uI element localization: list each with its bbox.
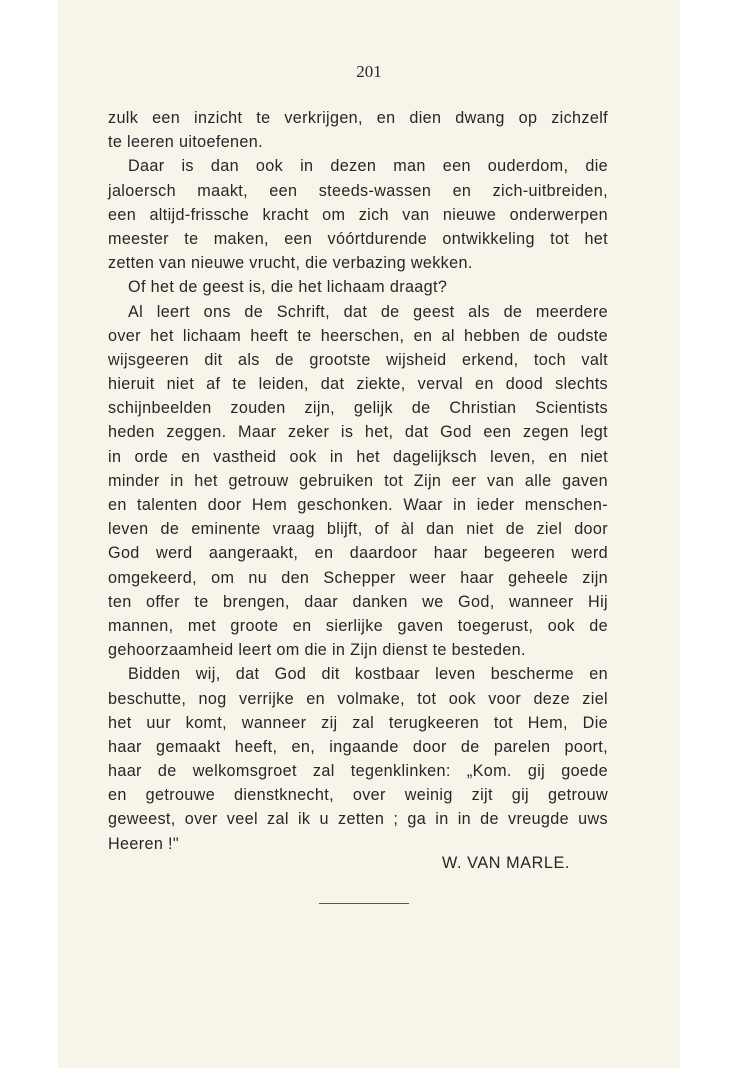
text-line: haar gemaakt heeft, en, ingaande door de parelen poort, xyxy=(108,737,608,756)
text-line: te leeren uitoefenen. xyxy=(108,133,263,152)
text-line: zulk een inzicht te verkrijgen, en dien dwang op zichzelf xyxy=(108,109,608,127)
text-line: mannen, met groote en sierlijke gaven toegerust, ook de xyxy=(108,616,608,635)
text-line: omgekeerd, om nu den Schepper weer haar geheele zijn xyxy=(108,568,608,587)
text-line: minder in het getrouw gebruiken tot Zijn eer van alle gaven xyxy=(108,471,608,490)
text-line: over het lichaam heeft te heerschen, en al hebben de oudste xyxy=(108,326,608,345)
text-line: beschutte, nog verrijke en volmake, tot ook voor deze ziel xyxy=(108,689,608,708)
text-line: in orde en vastheid ook in het dagelijksch leven, en niet xyxy=(108,447,608,466)
text-line: en talenten door Hem geschonken. Waar in ieder menschen- xyxy=(108,496,608,514)
body-text xyxy=(108,106,608,856)
text-line: leven de eminente vraag blijft, of àl dan niet de ziel door xyxy=(108,520,608,539)
text-line: Daar is dan ook in dezen man een ouderdom, die xyxy=(128,157,608,176)
text-line: geweest, over veel zal ik u zetten ; ga in in de vreugde uws xyxy=(108,810,608,829)
book-page xyxy=(58,0,680,1068)
end-rule-divider xyxy=(319,903,409,904)
text-line: meester te maken, een vóórtdurende ontwikkeling tot het xyxy=(108,229,608,248)
page-number: 201 xyxy=(356,62,382,81)
text-line: het uur komt, wanneer zij zal terugkeeren tot Hem, Die xyxy=(108,713,608,732)
text-line: Bidden wij, dat God dit kostbaar leven bescherme en xyxy=(128,665,608,684)
text-line: wijsgeeren dit als de grootste wijsheid erkend, toch valt xyxy=(108,350,608,369)
text-line: ten offer te brengen, daar danken we God, wanneer Hij xyxy=(108,592,608,611)
text-line: hieruit niet af te leiden, dat ziekte, verval en dood slechts xyxy=(108,375,608,394)
paragraph xyxy=(108,662,608,856)
text-line: Heeren !" xyxy=(108,834,179,853)
text-line: en getrouwe dienstknecht, over weinig zijt gij getrouw xyxy=(108,786,608,805)
paragraph xyxy=(108,300,608,663)
paragraph xyxy=(108,275,608,299)
paragraph xyxy=(108,106,608,154)
text-line: een altijd-frissche kracht om zich van nieuwe onderwerpen xyxy=(108,205,608,224)
author-signature: W. VAN MARLE. xyxy=(442,854,571,872)
text-line: heden zeggen. Maar zeker is het, dat God een zegen legt xyxy=(108,423,608,442)
text-line: schijnbeelden zouden zijn, gelijk de Christian Scientists xyxy=(108,399,608,418)
text-line: Al leert ons de Schrift, dat de geest als de meerdere xyxy=(128,302,608,321)
text-line: God werd aangeraakt, en daardoor haar begeeren werd xyxy=(108,544,608,563)
paragraph xyxy=(108,154,608,275)
text-line: haar de welkomsgroet zal tegenklinken: „Kom. gij goede xyxy=(108,762,608,781)
text-line: zetten van nieuwe vrucht, die verbazing wekken. xyxy=(108,254,473,273)
text-line: gehoorzaamheid leert om die in Zijn dienst te besteden. xyxy=(108,641,526,660)
text-line: jaloersch maakt, een steeds-wassen en zich-uitbreiden, xyxy=(108,181,608,200)
text-line: Of het de geest is, die het lichaam draagt? xyxy=(128,278,448,297)
